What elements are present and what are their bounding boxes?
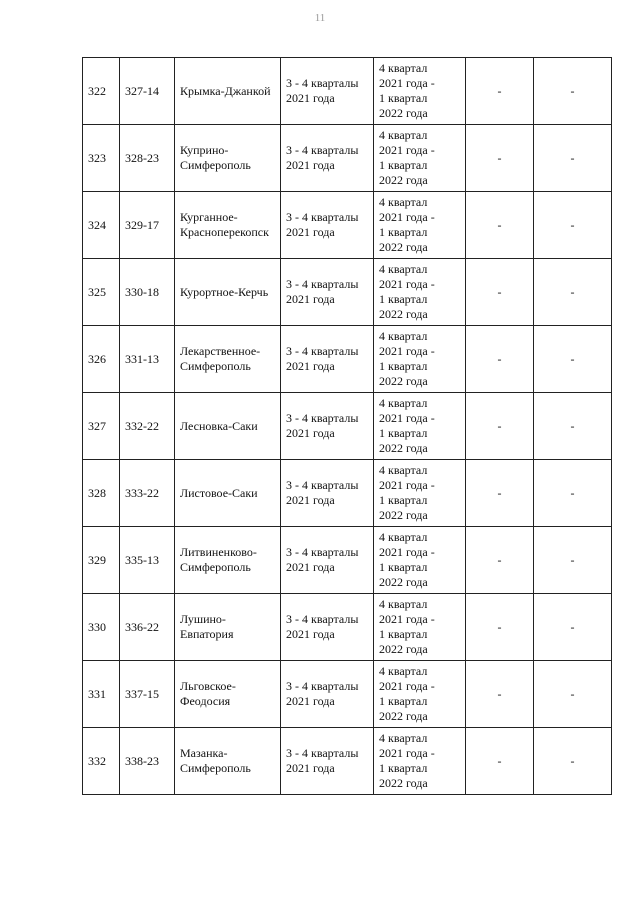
term-cell: 4 квартал 2021 года - 1 квартал 2022 года	[374, 326, 466, 393]
route-code-cell: 327-14	[120, 58, 175, 125]
route-name-cell: Куприно- Симферополь	[175, 125, 281, 192]
table-row	[83, 393, 612, 460]
table-row	[83, 728, 612, 795]
route-code-cell: 337-15	[120, 661, 175, 728]
col6-cell: -	[466, 192, 534, 259]
route-name-cell: Лесновка-Саки	[175, 393, 281, 460]
col7-cell: -	[534, 661, 612, 728]
route-name-cell: Крымка-Джанкой	[175, 58, 281, 125]
col6-cell: -	[466, 728, 534, 795]
col6-cell: -	[466, 393, 534, 460]
row-number-cell: 325	[83, 259, 120, 326]
table-row	[83, 460, 612, 527]
table-row	[83, 527, 612, 594]
row-number-cell: 328	[83, 460, 120, 527]
table-row	[83, 326, 612, 393]
term-cell: 4 квартал 2021 года - 1 квартал 2022 года	[374, 125, 466, 192]
row-number-cell: 322	[83, 58, 120, 125]
period-cell: 3 - 4 кварталы 2021 года	[281, 661, 374, 728]
route-code-cell: 336-22	[120, 594, 175, 661]
row-number-cell: 332	[83, 728, 120, 795]
table-row	[83, 594, 612, 661]
period-cell: 3 - 4 кварталы 2021 года	[281, 527, 374, 594]
col7-cell: -	[534, 594, 612, 661]
route-code-cell: 331-13	[120, 326, 175, 393]
route-code-cell: 332-22	[120, 393, 175, 460]
table-row	[83, 259, 612, 326]
routes-table-body	[83, 58, 612, 795]
period-cell: 3 - 4 кварталы 2021 года	[281, 460, 374, 527]
route-name-cell: Лекарственное- Симферополь	[175, 326, 281, 393]
route-name-cell: Курганное- Красноперекопск	[175, 192, 281, 259]
col6-cell: -	[466, 661, 534, 728]
term-cell: 4 квартал 2021 года - 1 квартал 2022 года	[374, 393, 466, 460]
route-code-cell: 328-23	[120, 125, 175, 192]
route-code-cell: 333-22	[120, 460, 175, 527]
table-row	[83, 661, 612, 728]
row-number-cell: 330	[83, 594, 120, 661]
col7-cell: -	[534, 192, 612, 259]
col7-cell: -	[534, 527, 612, 594]
period-cell: 3 - 4 кварталы 2021 года	[281, 259, 374, 326]
row-number-cell: 324	[83, 192, 120, 259]
period-cell: 3 - 4 кварталы 2021 года	[281, 728, 374, 795]
col7-cell: -	[534, 326, 612, 393]
page-number: 11	[314, 12, 326, 24]
route-name-cell: Литвиненково- Симферополь	[175, 527, 281, 594]
period-cell: 3 - 4 кварталы 2021 года	[281, 125, 374, 192]
route-name-cell: Лушино- Евпатория	[175, 594, 281, 661]
table-row	[83, 58, 612, 125]
route-code-cell: 329-17	[120, 192, 175, 259]
col6-cell: -	[466, 460, 534, 527]
term-cell: 4 квартал 2021 года - 1 квартал 2022 года	[374, 527, 466, 594]
routes-table	[82, 57, 612, 795]
col6-cell: -	[466, 527, 534, 594]
row-number-cell: 331	[83, 661, 120, 728]
col7-cell: -	[534, 259, 612, 326]
route-name-cell: Льговское- Феодосия	[175, 661, 281, 728]
col6-cell: -	[466, 259, 534, 326]
col7-cell: -	[534, 393, 612, 460]
col7-cell: -	[534, 58, 612, 125]
term-cell: 4 квартал 2021 года - 1 квартал 2022 года	[374, 661, 466, 728]
route-name-cell: Курортное-Керчь	[175, 259, 281, 326]
term-cell: 4 квартал 2021 года - 1 квартал 2022 года	[374, 192, 466, 259]
period-cell: 3 - 4 кварталы 2021 года	[281, 594, 374, 661]
row-number-cell: 323	[83, 125, 120, 192]
row-number-cell: 326	[83, 326, 120, 393]
route-name-cell: Листовое-Саки	[175, 460, 281, 527]
period-cell: 3 - 4 кварталы 2021 года	[281, 192, 374, 259]
route-code-cell: 330-18	[120, 259, 175, 326]
col6-cell: -	[466, 125, 534, 192]
term-cell: 4 квартал 2021 года - 1 квартал 2022 года	[374, 58, 466, 125]
row-number-cell: 327	[83, 393, 120, 460]
table-row	[83, 125, 612, 192]
col7-cell: -	[534, 460, 612, 527]
table-row	[83, 192, 612, 259]
route-code-cell: 335-13	[120, 527, 175, 594]
term-cell: 4 квартал 2021 года - 1 квартал 2022 года	[374, 259, 466, 326]
route-name-cell: Мазанка- Симферополь	[175, 728, 281, 795]
col6-cell: -	[466, 594, 534, 661]
period-cell: 3 - 4 кварталы 2021 года	[281, 393, 374, 460]
term-cell: 4 квартал 2021 года - 1 квартал 2022 года	[374, 594, 466, 661]
period-cell: 3 - 4 кварталы 2021 года	[281, 58, 374, 125]
col6-cell: -	[466, 326, 534, 393]
row-number-cell: 329	[83, 527, 120, 594]
col7-cell: -	[534, 125, 612, 192]
term-cell: 4 квартал 2021 года - 1 квартал 2022 года	[374, 460, 466, 527]
term-cell: 4 квартал 2021 года - 1 квартал 2022 года	[374, 728, 466, 795]
col7-cell: -	[534, 728, 612, 795]
period-cell: 3 - 4 кварталы 2021 года	[281, 326, 374, 393]
col6-cell: -	[466, 58, 534, 125]
route-code-cell: 338-23	[120, 728, 175, 795]
